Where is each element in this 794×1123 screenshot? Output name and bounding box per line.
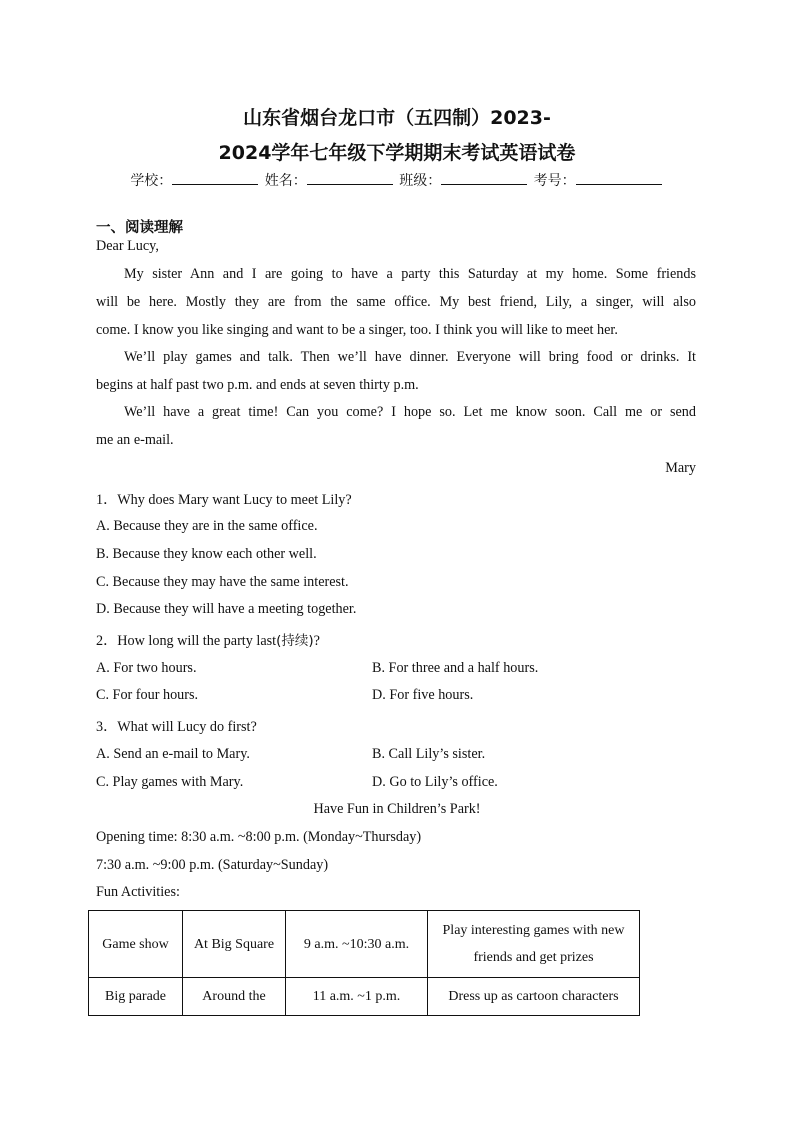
- letter-p3-line2: me an e-mail.: [96, 432, 174, 448]
- activities-table: [88, 910, 640, 1016]
- letter-p2-line2: begins at half past two p.m. and ends at seven thirty p.m.: [96, 377, 419, 393]
- table-row: [89, 911, 640, 978]
- fun-activities-label: Fun Activities:: [96, 884, 180, 900]
- q3-option-a[interactable]: A. Send an e-mail to Mary.: [96, 746, 250, 762]
- exam-number-blank[interactable]: [576, 170, 662, 185]
- section-heading: 一、阅读理解: [96, 220, 183, 236]
- letter-p1-line2: will be here. Mostly they are from the same office. My best friend, Lily, a singer, will also: [96, 294, 696, 310]
- q2-option-b[interactable]: B. For three and a half hours.: [372, 660, 539, 676]
- letter-p1-line3: come. I know you like singing and want to be a singer, too. I think you will like to meet her.: [96, 322, 618, 338]
- q1-option-b[interactable]: B. Because they know each other well.: [96, 546, 317, 562]
- q2-stem-end: ?: [313, 633, 320, 649]
- class-label: 班级：: [399, 173, 442, 189]
- table-row: [89, 978, 640, 1016]
- question-3-stem: 3．What will Lucy do first?: [96, 719, 257, 735]
- name-label: 姓名：: [264, 173, 307, 189]
- letter-signature: Mary: [665, 460, 696, 476]
- letter-greeting: Dear Lucy,: [96, 238, 159, 254]
- exam-number-label: 考号：: [533, 173, 576, 189]
- q2-stem-note: (持续): [276, 633, 314, 649]
- q3-option-c[interactable]: C. Play games with Mary.: [96, 774, 244, 790]
- exam-title-line1: 山东省烟台龙口市（五四制）2023-: [243, 107, 551, 129]
- q1-option-c[interactable]: C. Because they may have the same interest.: [96, 574, 349, 590]
- q3-option-b[interactable]: B. Call Lily’s sister.: [372, 746, 486, 762]
- activity-time-cell: 9 a.m. ~10:30 a.m.: [286, 911, 428, 978]
- activity-name-cell: Game show: [89, 911, 183, 978]
- letter-p1-line1: My sister Ann and I are going to have a party this Saturday at my home. Some friends: [124, 266, 696, 282]
- exam-title-line2: 2024学年七年级下学期期末考试英语试卷: [218, 142, 576, 164]
- q2-option-c[interactable]: C. For four hours.: [96, 687, 199, 703]
- activity-place-cell: At Big Square: [183, 911, 286, 978]
- activity-time-cell: 11 a.m. ~1 p.m.: [286, 978, 428, 1016]
- q1-option-d[interactable]: D. Because they will have a meeting together.: [96, 601, 357, 617]
- letter-p2-line1: We’ll play games and talk. Then we’ll have dinner. Everyone will bring food or drinks. It: [124, 349, 696, 365]
- park-opening-weekend: 7:30 a.m. ~9:00 p.m. (Saturday~Sunday): [96, 857, 329, 873]
- activity-place-cell: Around the: [183, 978, 286, 1016]
- q1-option-a[interactable]: A. Because they are in the same office.: [96, 518, 318, 534]
- name-blank[interactable]: [307, 170, 393, 185]
- activity-name-cell: Big parade: [89, 978, 183, 1016]
- q3-option-d[interactable]: D. Go to Lily’s office.: [372, 774, 498, 790]
- letter-p3-line1: We’ll have a great time! Can you come? I hope so. Let me know soon. Call me or send: [124, 404, 696, 420]
- question-2-stem: [96, 629, 696, 650]
- activity-description-cell: Dress up as cartoon characters: [428, 978, 640, 1016]
- park-passage-title: Have Fun in Children’s Park!: [313, 801, 481, 817]
- class-blank[interactable]: [441, 170, 527, 185]
- question-1-stem: 1．Why does Mary want Lucy to meet Lily?: [96, 492, 352, 508]
- activity-description-cell: Play interesting games with new friends and get prizes: [428, 911, 640, 978]
- park-opening-weekday: Opening time: 8:30 a.m. ~8:00 p.m. (Monday~Thursday): [96, 829, 422, 845]
- q2-option-a[interactable]: A. For two hours.: [96, 660, 197, 676]
- q2-option-d[interactable]: D. For five hours.: [372, 687, 474, 703]
- q2-stem-text: 2．How long will the party last: [96, 633, 277, 649]
- school-blank[interactable]: [172, 170, 258, 185]
- student-info-fields: [0, 170, 794, 190]
- school-label: 学校：: [130, 173, 173, 189]
